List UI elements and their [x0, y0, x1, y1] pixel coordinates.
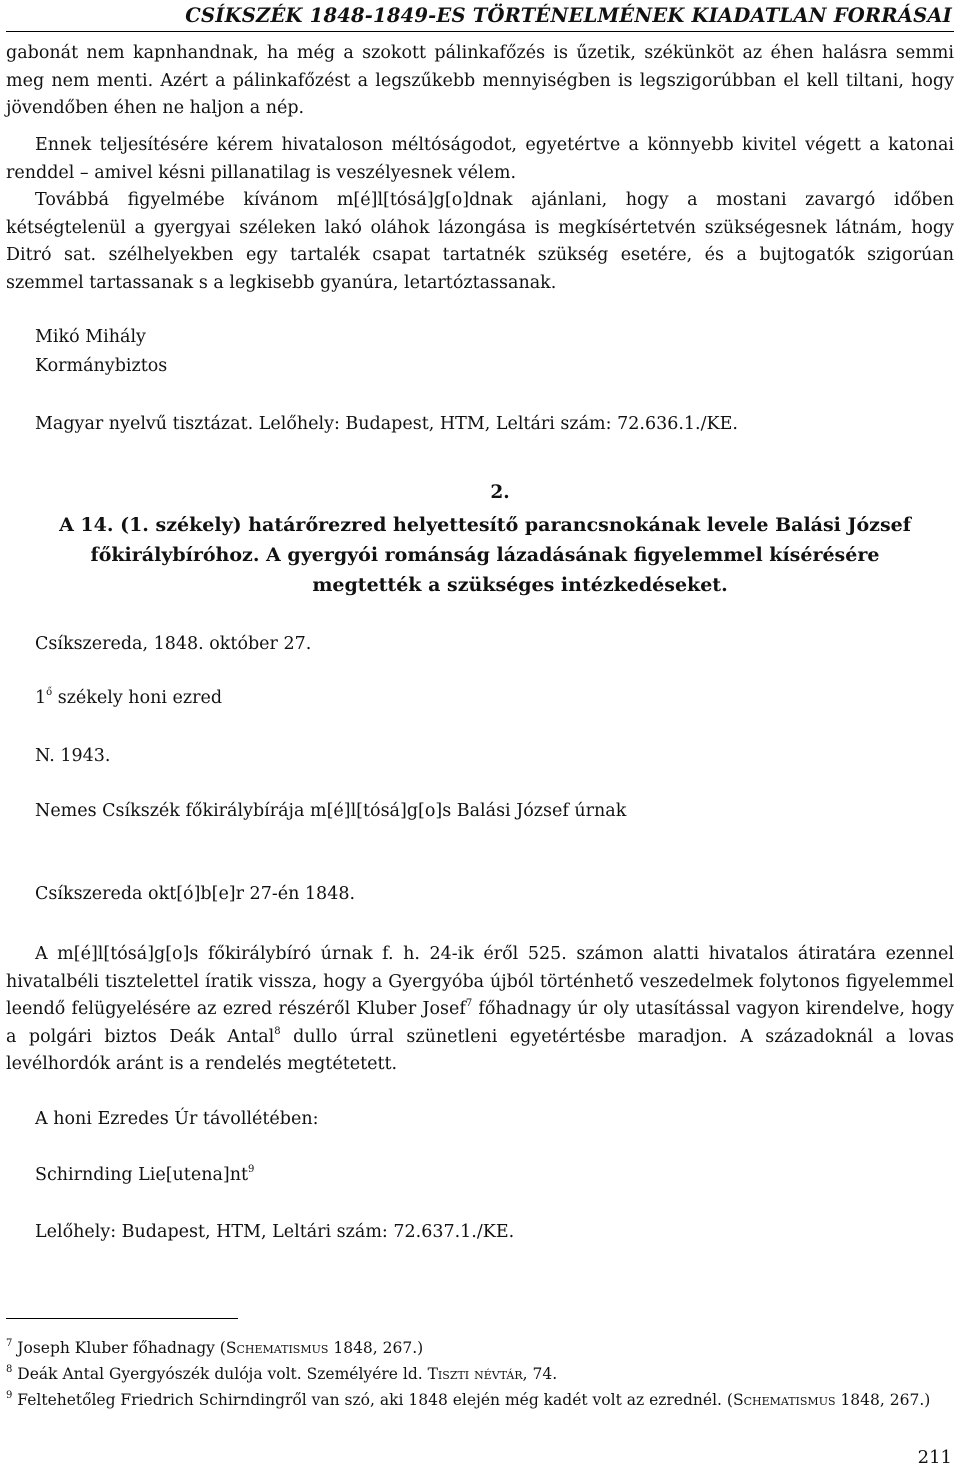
doc1-signer-name: Mikó Mihály: [35, 327, 146, 347]
heading-line-2: főkirálybíróhoz. A gyergyói románság lázadásának figyelemmel kísérésére: [90, 544, 880, 566]
footnote-ref-9: 9: [248, 1164, 255, 1176]
doc1-paragraph-3: Továbbá figyelmébe kívánom m[é]l[tósá]g[o]dnak ajánlani, hogy a mostani zavargó időben kétségtelenül a gyergyai széleken lakó oláhok lázongása is megkísértetvén szükségesnek látnám, hogy Ditró sat. szélhelyekben egy tartalék csapat tartatnék szükség esetére, és a bujtogatók szigorúan szemmel tartassanak s a legkisebb gyanúra, letartóztassanak.: [6, 190, 954, 293]
footnote-ref-7: 7: [465, 998, 473, 1010]
letter-body: [6, 941, 954, 1079]
running-header: CSÍKSZÉK 1848-1849-ES TÖRTÉNELMÉNEK KIADATLAN FORRÁSAI: [185, 4, 952, 27]
regiment-line: [35, 688, 222, 708]
doc1-source: Magyar nyelvű tisztázat. Lelőhely: Budapest, HTM, Leltári szám: 72.636.1./KE.: [35, 414, 738, 434]
footnote-8-tail: , 74.: [522, 1365, 558, 1383]
footnote-9-number: 9: [6, 1389, 13, 1401]
letter-date: Csíkszereda okt[ó]b[e]r 27-én 1848.: [35, 884, 356, 904]
doc1-paragraph-2: Ennek teljesítésére kérem hivataloson méltóságodot, egyetértve a könnyebb kivitel végett a katonai renddel – amivel késni pillanatilag is veszélyesnek vélem.: [6, 135, 954, 183]
regiment-number: 1: [35, 688, 47, 708]
registry-number: N. 1943.: [35, 746, 111, 766]
address-line: Nemes Csíkszék főkirálybírája m[é]l[tósá]g[o]s Balási József úrnak: [35, 801, 627, 821]
doc2-source: Lelőhely: Budapest, HTM, Leltári szám: 72.637.1./KE.: [35, 1222, 515, 1242]
letter-body-part-1: A m[é]l[tósá]g[o]s főkirálybíró úrnak f. h. 24-ik éről 525. számon alatti hivatalos átiratára ezennel hivatalbéli tisztelettel íratik vissza, hogy a Gyergyóba újból történhető veszedelmek folytonos figyelemmel leendő felügyelésére az ezred részéről Kluber Josef: [6, 944, 954, 1019]
footnote-9: [6, 1387, 954, 1413]
page-number: 211: [917, 1447, 952, 1468]
footnote-8-text: Deák Antal Gyergyószék dulója volt. Személyére ld.: [12, 1365, 428, 1383]
footnote-7-text: Joseph Kluber főhadnagy (: [12, 1339, 226, 1357]
footnote-7-number: 7: [6, 1337, 13, 1349]
doc2-signer: [35, 1165, 254, 1185]
regiment-name: székely honi ezred: [52, 688, 223, 708]
footnote-rule: [6, 1318, 238, 1319]
footnote-7-source: Schematismus: [225, 1339, 329, 1357]
document-number: 2.: [490, 482, 510, 503]
doc1-paragraph-1: gabonát nem kapnhandnak, ha még a szokott pálinkafőzés is űzetik, székünköt az éhen halásra semmi meg nem menti. Azért a pálinkafőzést a legszűkebb mennyiségben is legszigorúbban el kell tiltani, hogy jövendőben éhen ne haljon a nép.: [6, 43, 954, 118]
footnote-ref-8: 8: [274, 1025, 281, 1037]
document-heading: [40, 510, 930, 600]
footnote-9-source: Schematismus: [732, 1391, 836, 1409]
header-rule: [6, 31, 954, 32]
footnote-7: [6, 1335, 954, 1361]
heading-line-1: A 14. (1. székely) határőrezred helyettesítő parancsnokának levele Balási József: [59, 514, 911, 536]
letter-body-part-2: főhadnagy úr oly utasítással vagyon kirendelve, hogy a polgári biztos Deák Antal: [6, 999, 954, 1047]
heading-line-3: megtették a szükséges intézkedéseket.: [312, 574, 728, 596]
letter-body-part-3: dullo úrral szünetleni egyetértésbe maradjon. A századoknál a lovas levélhordók aránt is a rendelés megtétetett.: [6, 1026, 954, 1074]
footnote-8-number: 8: [6, 1363, 13, 1375]
footnote-9-tail: 1848, 267.): [835, 1391, 931, 1409]
place-date: Csíkszereda, 1848. október 27.: [35, 634, 312, 654]
doc1-signer-title: Kormánybiztos: [35, 356, 168, 376]
regiment-suffix: ő: [46, 687, 53, 699]
absence-line: A honi Ezredes Úr távollétében:: [35, 1109, 319, 1129]
footnote-9-text: Feltehetőleg Friedrich Schirndingről van szó, aki 1848 elején még kadét volt az ezrednél. (: [12, 1391, 733, 1409]
footnote-8-source: Tiszti névtár: [427, 1365, 523, 1383]
signer-name: Schirnding Lie[utena]nt: [35, 1165, 249, 1185]
footnote-7-tail: 1848, 267.): [328, 1339, 424, 1357]
footnote-8: [6, 1361, 954, 1387]
